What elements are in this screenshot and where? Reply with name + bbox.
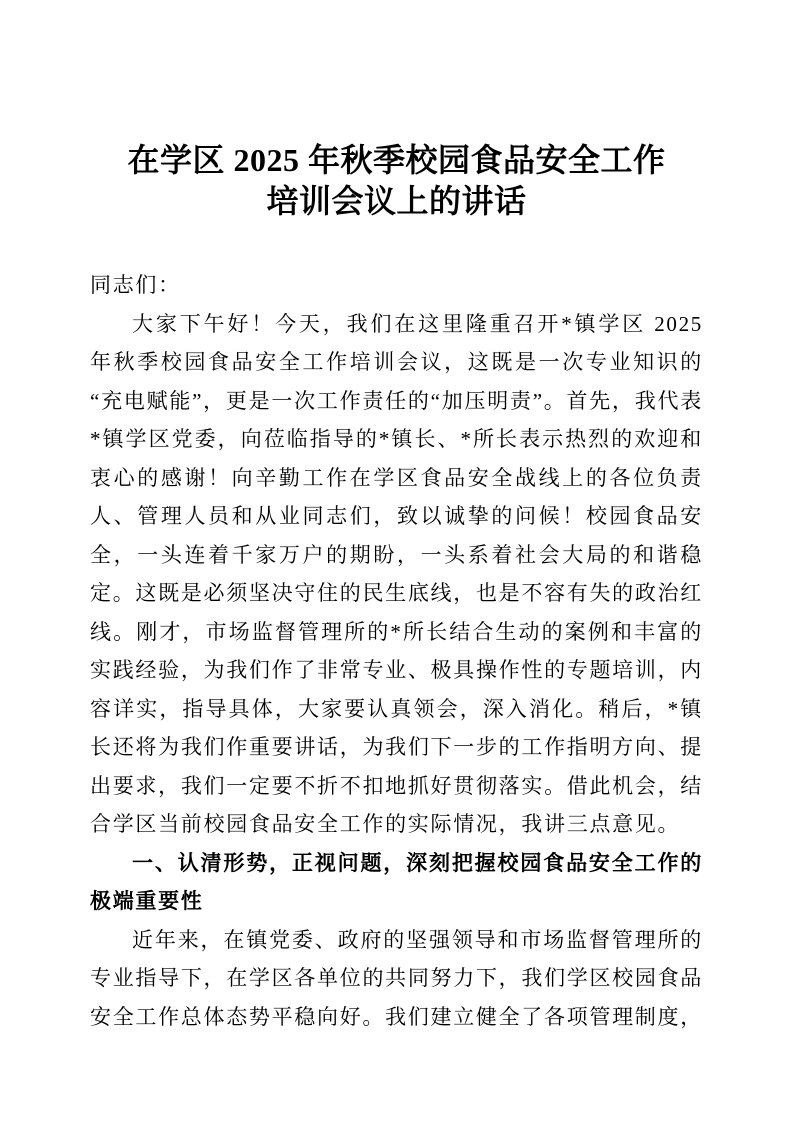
salutation-paragraph: 同志们：	[90, 273, 181, 297]
document-title-line-2: 培训会议上的讲话	[266, 183, 527, 219]
section-heading-1: 一、认清形势，正视问题，深刻把握校园食品安全工作的极端重要性	[90, 850, 703, 913]
document-title	[90, 140, 703, 222]
section-1-paragraph: 近年来，在镇党委、政府的坚强领导和市场监督管理所的专业指导下，在学区各单位的共同努力下，我们学区校园食品安全工作总体态势平稳向好。我们建立健全了各项管理制度，	[90, 927, 703, 1029]
document-body	[90, 266, 703, 1036]
document-title-line-1: 在学区 2025 年秋季校园食品安全工作	[127, 142, 666, 178]
opening-paragraph: 大家下午好！今天，我们在这里隆重召开*镇学区 2025 年秋季校园食品安全工作培训会议，这既是一次专业知识的“充电赋能”，更是一次工作责任的“加压明责”。首先，我代表*镇学区党委，向莅临指导的*镇长、*所长表示热烈的欢迎和衷心的感谢！向辛勤工作在学区食品安全战线上的各位负责人、管理人员和从业同志们，致以诚挚的问候！校园食品安全，一头连着千家万户的期盼，一头系着社会大局的和谐稳定。这既是必须坚决守住的民生底线，也是不容有失的政治红线。刚才，市场监督管理所的*所长结合生动的案例和丰富的实践经验，为我们作了非常专业、极具操作性的专题培训，内容详实，指导具体，大家要认真领会，深入消化。稍后，*镇长还将为我们作重要讲话，为我们下一步的工作指明方向、提出要求，我们一定要不折不扣地抓好贯彻落实。借此机会，结合学区当前校园食品安全工作的实际情况，我讲三点意见。	[90, 311, 703, 836]
